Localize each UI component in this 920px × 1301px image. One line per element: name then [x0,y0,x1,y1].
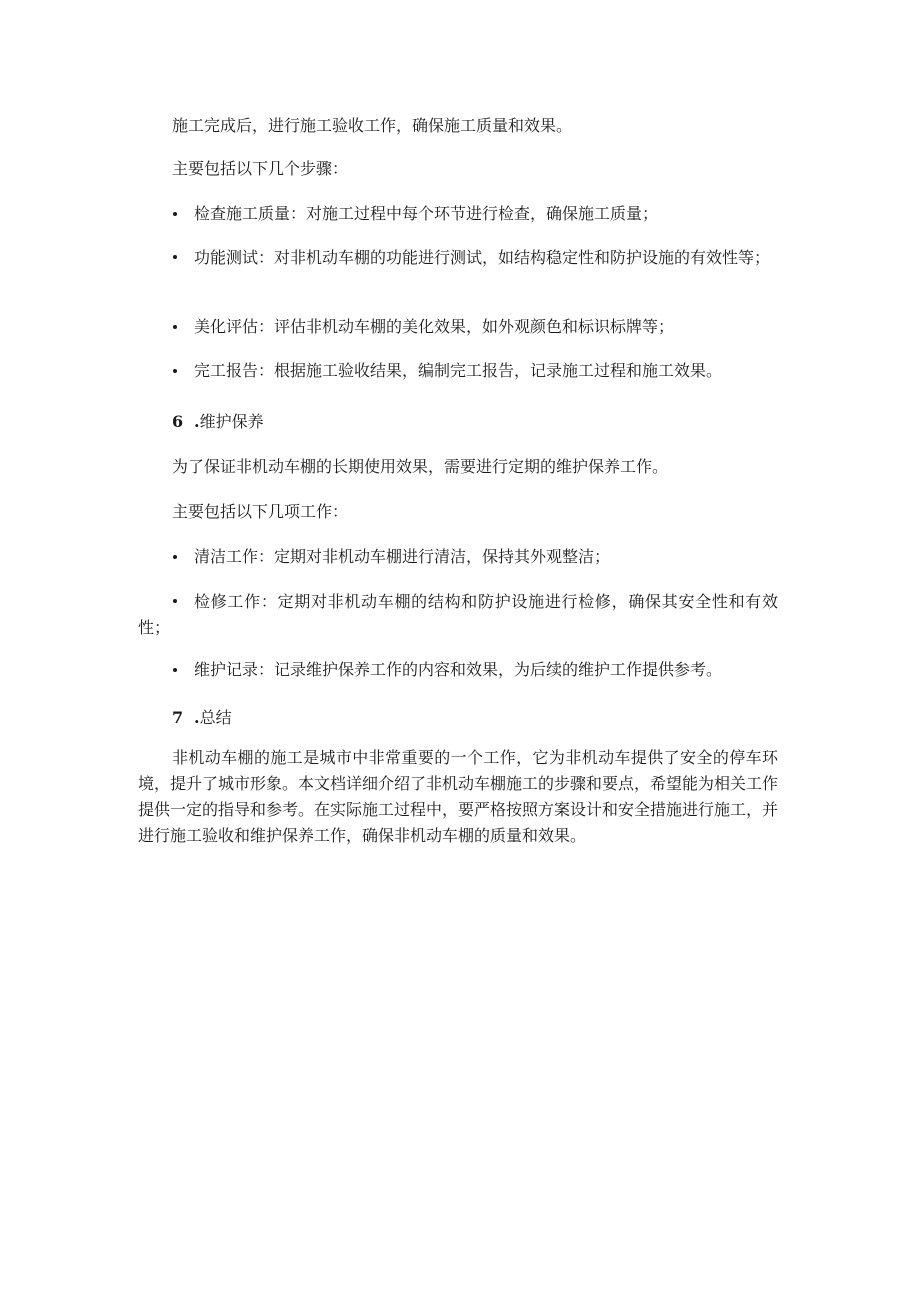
list-item: 维护记录：记录维护保养工作的内容和效果，为后续的维护工作提供参考。 [194,660,723,679]
section-6-heading [172,410,264,434]
section-title: 总结 [199,708,232,727]
bullet-icon [173,325,177,329]
section-dot: . [194,412,200,431]
section-7-heading [172,706,232,730]
bullet-icon [173,369,177,373]
list-item: 清洁工作：定期对非机动车棚进行清洁，保持其外观整洁； [194,547,611,566]
steps-lead-text: 主要包括以下几个步骤： [172,159,349,178]
acceptance-paragraph: 施工完成后，进行施工验收工作，确保施工质量和效果。 [172,116,573,135]
maintenance-lead: 主要包括以下几项工作： [172,502,349,521]
maintenance-intro: 为了保证非机动车棚的长期使用效果，需要进行定期的维护保养工作。 [172,457,669,476]
list-item: 检查施工质量：对施工过程中每个环节进行检查，确保施工质量； [194,204,659,223]
list-item: 检修工作：定期对非机动车棚的结构和防护设施进行检修，确保其安全性和有效性； [138,592,778,637]
bullet-icon [173,668,177,672]
list-item: 美化评估：评估非机动车棚的美化效果，如外观颜色和标识标牌等； [194,317,675,336]
section-number: 6 [172,412,184,431]
list-item: 功能测试：对非机动车棚的功能进行测试，如结构稳定性和防护设施的有效性等； [194,248,771,267]
section-number: 7 [172,708,184,727]
section-title: 维护保养 [199,412,264,431]
summary-paragraph: 非机动车棚的施工是城市中非常重要的一个工作，它为非机动车提供了安全的停车环境，提升了城市形象。本文档详细介绍了非机动车棚施工的步骤和要点，希望能为相关工作提供一定的指导和参考。在实际施工过程中，要严格按照方案设计和安全措施进行施工，并进行施工验收和维护保养工作，确保非机动车棚的质量和效果。 [138,748,779,845]
list-item: 完工报告：根据施工验收结果，编制完工报告，记录施工过程和施工效果。 [194,361,723,380]
bullet-icon [173,212,177,216]
bullet-icon [173,555,177,559]
section-dot: . [194,708,200,727]
